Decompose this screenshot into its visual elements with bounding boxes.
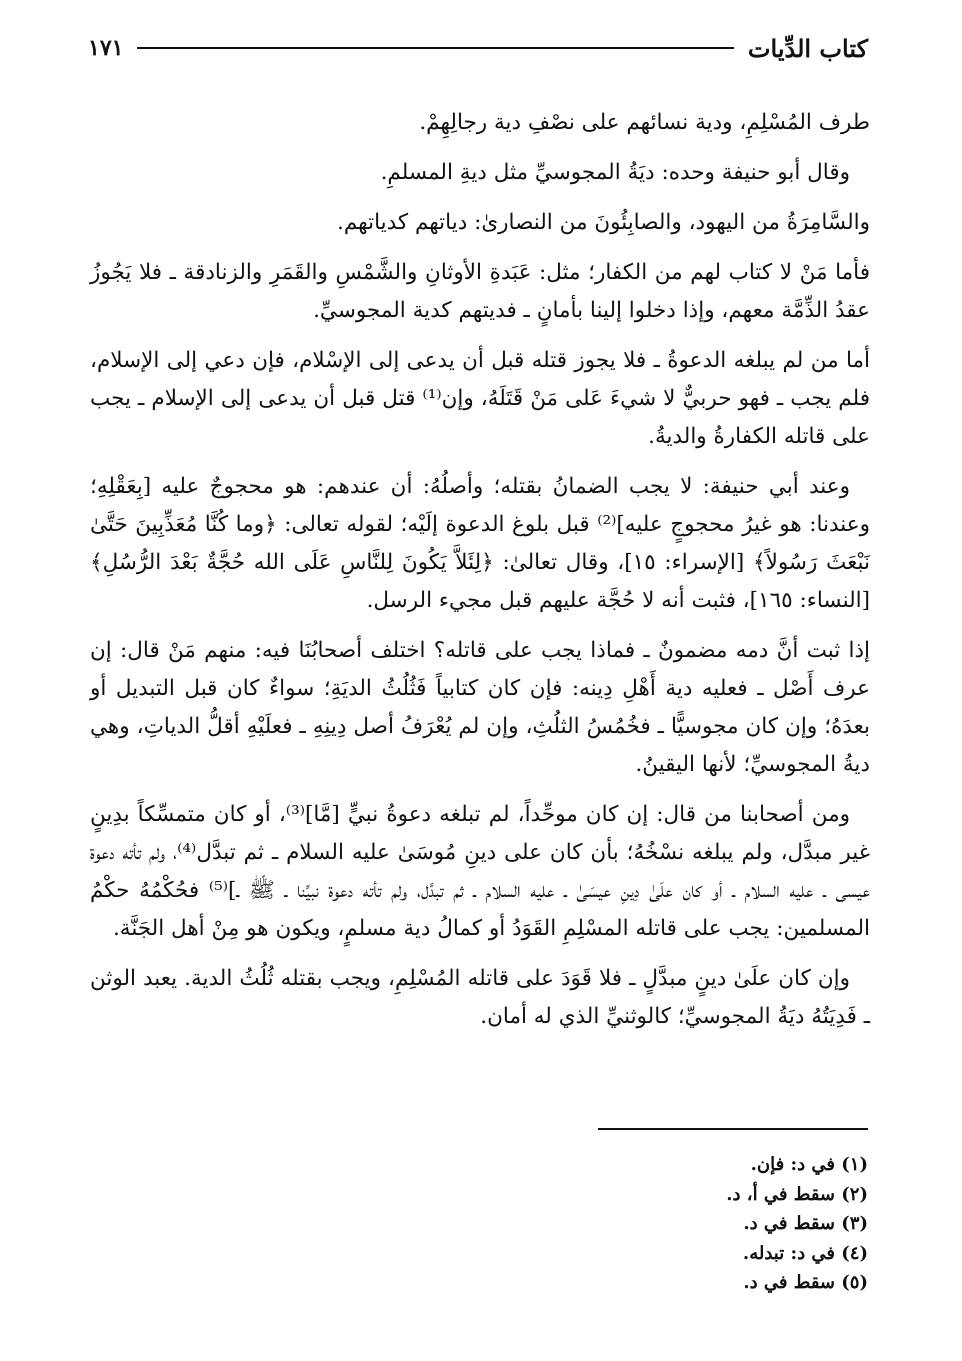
paragraph: وإن كان علَىٰ دينٍ مبدَّلٍ ـ فلا قَوَدَ على قاتله المُسْلِمِ، ويجب بقتله ثُلُثُ الدية. يعبد الوثن ـ فَدِيَتُهُ ديَةُ المجوسيِّ؛ كالوثنيِّ الذي له أمان. [90,966,870,1029]
footnotes [560,1150,868,1298]
header-rule [137,47,733,49]
footnote: (٤) في د: تبدله. [742,1242,868,1264]
paragraph: أما من لم يبلغه الدعوةُ ـ فلا يجوز قتله قبل أن يدعى إلى الإسْلام، فإن دعي إلى الإسلام، فلم يجب ـ فهو حربيٌّ لا شيءَ عَلى مَنْ قَتَلَهُ، وإن⁽¹⁾ قتل قبل أن يدعى إلى الإسلام ـ يجب على قاتله الكفارةُ والديةُ. [90,348,870,449]
paragraph: فأما مَنْ لا كتاب لهم من الكفار؛ مثل: عَبَدةِ الأوثانِ والشَّمْسِ والقَمَرِ والزنادقة ـ فلا يَجُوزُ عقدُ الذِّمَّة معهم، وإذا دخلوا إلينا بأمانٍ ـ فديتهم كدية المجوسيِّ. [90,260,870,323]
footnote: (٣) سقط في د. [743,1213,868,1234]
paragraph: والسَّامِرَةُ من اليهود، والصابِئُونَ من النصارىٰ: دياتهم كدياتهم. [337,210,870,235]
paragraph: طرف المُسْلِمِ، ودية نسائهم على نصْفِ دية رجالِهِمْ. [419,110,870,135]
running-title: كتاب الدِّيات [747,33,868,63]
footnote: (٥) سقط في د. [743,1272,868,1293]
paragraph: وقال أبو حنيفة وحده: ديَةُ المجوسيِّ مثل ديةِ المسلمِ. [380,160,850,185]
page-number: ١٧١ [88,35,124,61]
paragraph: ومن أصحابنا من قال: إن كان موحِّداً، لم تبلغه دعوةُ نبيٍّ [مَّا]⁽³⁾، أو كان متمسِّكاً بدِينٍ غير مبدَّل، ولم يبلغه نسْخُهُ؛ بأن كان على دينِ مُوسَىٰ عليه السلام ـ ثم تبدَّل⁽⁴⁾، ولم تأته دعوة عيسى ـ عليه السلام ـ أو كان علَىٰ دِينِ عيسَىٰ ـ عليه السلام ـ ثم تبدَّل، ولم تأته دعوة نبيِّنا ـ ﷺ ـ]⁽⁵⁾ فحُكْمُهُ حكْمُ المسلمين: يجب على قاتله المسْلِمِ القَوَدُ أو كمالُ دية مسلمٍ، ويكون هو مِنْ أهل الجَنَّة. [90,802,870,941]
main-text [90,104,870,1048]
footnote-separator [598,1128,868,1130]
footnote: (٢) سقط في أ، د. [726,1183,868,1205]
paragraph: إذا ثبت أنَّ دمه مضمونٌ ـ فماذا يجب على قاتله؟ اختلف أصحابُنَا فيه: منهم مَنْ قال: إن عرف أَصْل ـ فعليه دية أَهْلِ دِينه: فإن كان كتابياً فَثُلُثُ الديَةِ؛ سواءٌ كان قبل التبديل أو بعدَهُ؛ وإن كان مجوسيًّا ـ فخُمُسُ الثلُثِ، وإن لم يُعْرَفُ أصل دِينِهِ ـ فعلَيْهِ أقلُّ الدياتِ، وهي ديةُ المجوسيِّ؛ لأنها اليقينُ. [90,638,870,777]
paragraph: وعند أبي حنيفة: لا يجب الضمانُ بقتله؛ وأصلُهُ: أن عندهم: هو محجوجٌ عليه [بِعَقْلِهِ؛ وعندنا: هو غيرُ محجوجٍ عليه]⁽²⁾ قبل بلوغ الدعوة إلَيْه؛ لقوله تعالى: ﴿وما كُنَّا مُعَذِّبِينَ حَتَّىٰ نَبْعَثَ رَسُولاً﴾ [الإسراء: ١٥]، وقال تعالىٰ: ﴿لِئَلاَّ يَكُونَ لِلنَّاسِ عَلَى الله حُجَّةٌ بَعْدَ الرُّسُلِ﴾ [النساء: ١٦٥]، فثبت أنه لا حُجَّة عليهم قبل مجيء الرسل. [90,474,871,613]
page-header [88,28,868,68]
footnote: (١) في د: فإن. [750,1154,868,1175]
